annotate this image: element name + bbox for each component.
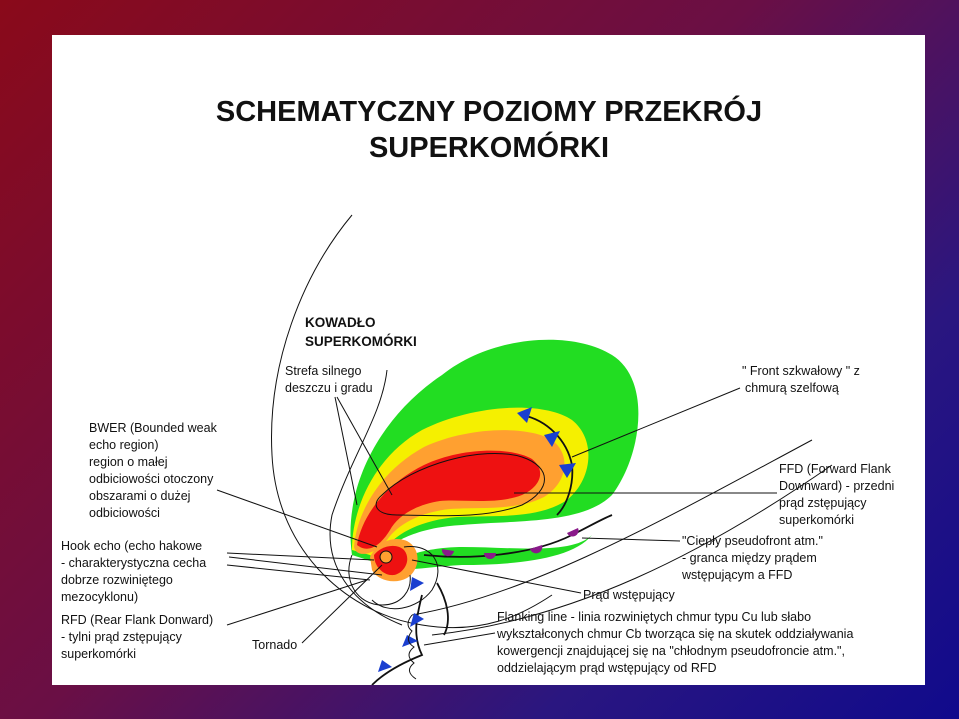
label-bwer-line-4: odbiciowości otoczony: [89, 472, 214, 486]
label-gust-front: [742, 364, 860, 395]
label-anvil-line-1: KOWADŁO: [305, 315, 376, 330]
label-ffd-line-1: FFD (Forward Flank: [779, 462, 891, 476]
label-flanking-line: [496, 610, 853, 675]
label-flanking-line-4: oddzielającym prąd wstępujący od RFD: [497, 661, 717, 675]
label-warm-front-line-3: wstępującym a FFD: [682, 568, 793, 582]
label-hook-echo: [61, 539, 206, 604]
label-bwer-line-1: BWER (Bounded weak: [89, 421, 217, 435]
warm-front-pointer: [582, 538, 680, 541]
label-rfd-line-1: RFD (Rear Flank Donward): [61, 613, 214, 627]
label-gust-front-line-1: " Front szkwałowy " z: [742, 364, 860, 378]
label-ffd-line-4: superkomórki: [779, 513, 855, 527]
label-flanking-line-1: Flanking line - linia rozwiniętych chmur typu Cu lub słabo: [497, 610, 812, 624]
label-anvil-line-2: SUPERKOMÓRKI: [305, 334, 417, 349]
label-updraft: Prąd wstępujący: [583, 588, 675, 602]
label-gust-front-line-2: chmurą szelfową: [745, 381, 839, 395]
label-hook-echo-line-1: Hook echo (echo hakowe: [61, 539, 203, 553]
label-bwer-line-5: obszarami o dużej: [89, 489, 191, 503]
label-heavy-rain: [285, 364, 373, 395]
label-flanking-line-2: wykształconych chmur Cb tworząca się na skutek oddziaływania: [497, 627, 854, 641]
supercell-diagram: [52, 35, 925, 685]
label-bwer-line-6: odbiciowości: [89, 506, 160, 520]
title-line-2: SUPERKOMÓRKI: [368, 132, 610, 164]
label-bwer-line-3: region o małej: [89, 455, 168, 469]
label-bwer: [89, 421, 218, 520]
label-rfd-line-2: - tylni prąd zstępujący: [61, 630, 182, 644]
label-hook-echo-line-4: mezocyklonu): [61, 590, 139, 604]
label-heavy-rain-line-1: Strefa silnego: [285, 364, 362, 378]
label-ffd-line-2: Downward) - przedni: [779, 479, 895, 493]
label-warm-front: [681, 534, 823, 582]
label-ffd: [779, 462, 894, 527]
rfd-pointer: [227, 580, 367, 625]
label-warm-front-line-1: "Ciepły pseudofront atm.": [682, 534, 823, 548]
label-heavy-rain-line-2: deszczu i gradu: [285, 381, 373, 395]
label-bwer-line-2: echo region): [89, 438, 159, 452]
label-warm-front-line-2: - granca między prądem: [682, 551, 817, 565]
title-line-1: SCHEMATYCZNY POZIOMY PRZEKRÓJ: [215, 96, 763, 128]
label-rfd-line-3: superkomórki: [61, 647, 137, 661]
mesocyclone-center: [380, 551, 392, 563]
label-anvil: [305, 315, 417, 349]
label-rfd: [61, 613, 213, 661]
label-tornado: Tornado: [252, 638, 298, 652]
slide: [52, 35, 925, 685]
label-ffd-line-3: prąd zstępujący: [779, 496, 867, 510]
label-hook-echo-line-2: - charakterystyczna cecha: [61, 556, 207, 570]
label-flanking-line-3: kowergencji znajdującej się na "chłodnym pseudofroncie atm.",: [497, 644, 845, 658]
label-hook-echo-line-3: dobrze rozwiniętego: [61, 573, 173, 587]
